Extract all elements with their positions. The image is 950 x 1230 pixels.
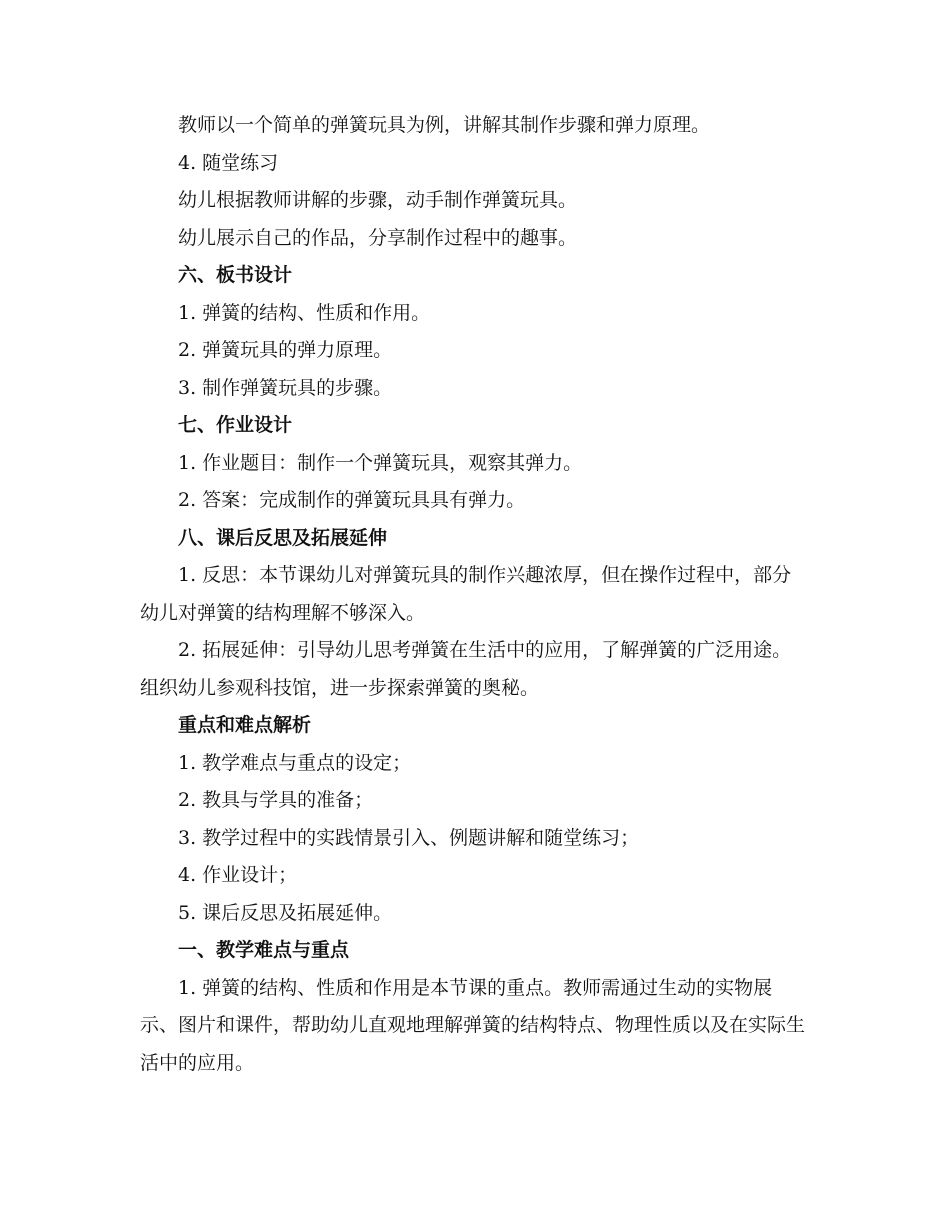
- section-heading: 八、课后反思及拓展延伸: [178, 526, 388, 549]
- document-body: [140, 107, 808, 1082]
- list-item: 1. 弹簧的结构、性质和作用。: [178, 301, 431, 324]
- body-paragraph: 教师以一个简单的弹簧玩具为例，讲解其制作步骤和弹力原理。: [178, 114, 711, 136]
- list-item: 4. 随堂练习: [178, 151, 279, 174]
- section-heading: 七、作业设计: [178, 414, 293, 436]
- list-item: 2. 弹簧玩具的弹力原理。: [178, 339, 393, 361]
- list-item: 1. 反思：本节课幼儿对弹簧玩具的制作兴趣浓厚，但在操作过程中，部分幼儿对弹簧的结构理解不够深入。: [140, 564, 792, 624]
- section-heading: 重点和难点解析: [178, 714, 312, 736]
- list-item: 3. 制作弹簧玩具的步骤。: [178, 376, 393, 399]
- section-heading: 一、教学难点与重点: [178, 939, 350, 961]
- list-item: 2. 拓展延伸：引导幼儿思考弹簧在生活中的应用，了解弹簧的广泛用途。组织幼儿参观科技馆，进一步探索弹簧的奥秘。: [140, 639, 792, 699]
- body-paragraph: 幼儿展示自己的作品，分享制作过程中的趣事。: [178, 226, 578, 249]
- list-item: 2. 教具与学具的准备；: [178, 789, 374, 811]
- list-item: 1. 弹簧的结构、性质和作用是本节课的重点。教师需通过生动的实物展示、图片和课件，帮助幼儿直观地理解弹簧的结构特点、物理性质以及在实际生活中的应用。: [140, 976, 806, 1074]
- list-item: 3. 教学过程中的实践情景引入、例题讲解和随堂练习；: [178, 826, 640, 849]
- section-heading: 六、板书设计: [178, 264, 293, 286]
- list-item: 2. 答案：完成制作的弹簧玩具具有弹力。: [178, 489, 526, 511]
- list-item: 4. 作业设计；: [178, 864, 298, 886]
- list-item: 5. 课后反思及拓展延伸。: [178, 901, 393, 924]
- list-item: 1. 教学难点与重点的设定；: [178, 751, 412, 774]
- list-item: 1. 作业题目：制作一个弹簧玩具，观察其弹力。: [178, 451, 583, 474]
- body-paragraph: 幼儿根据教师讲解的步骤，动手制作弹簧玩具。: [178, 189, 578, 211]
